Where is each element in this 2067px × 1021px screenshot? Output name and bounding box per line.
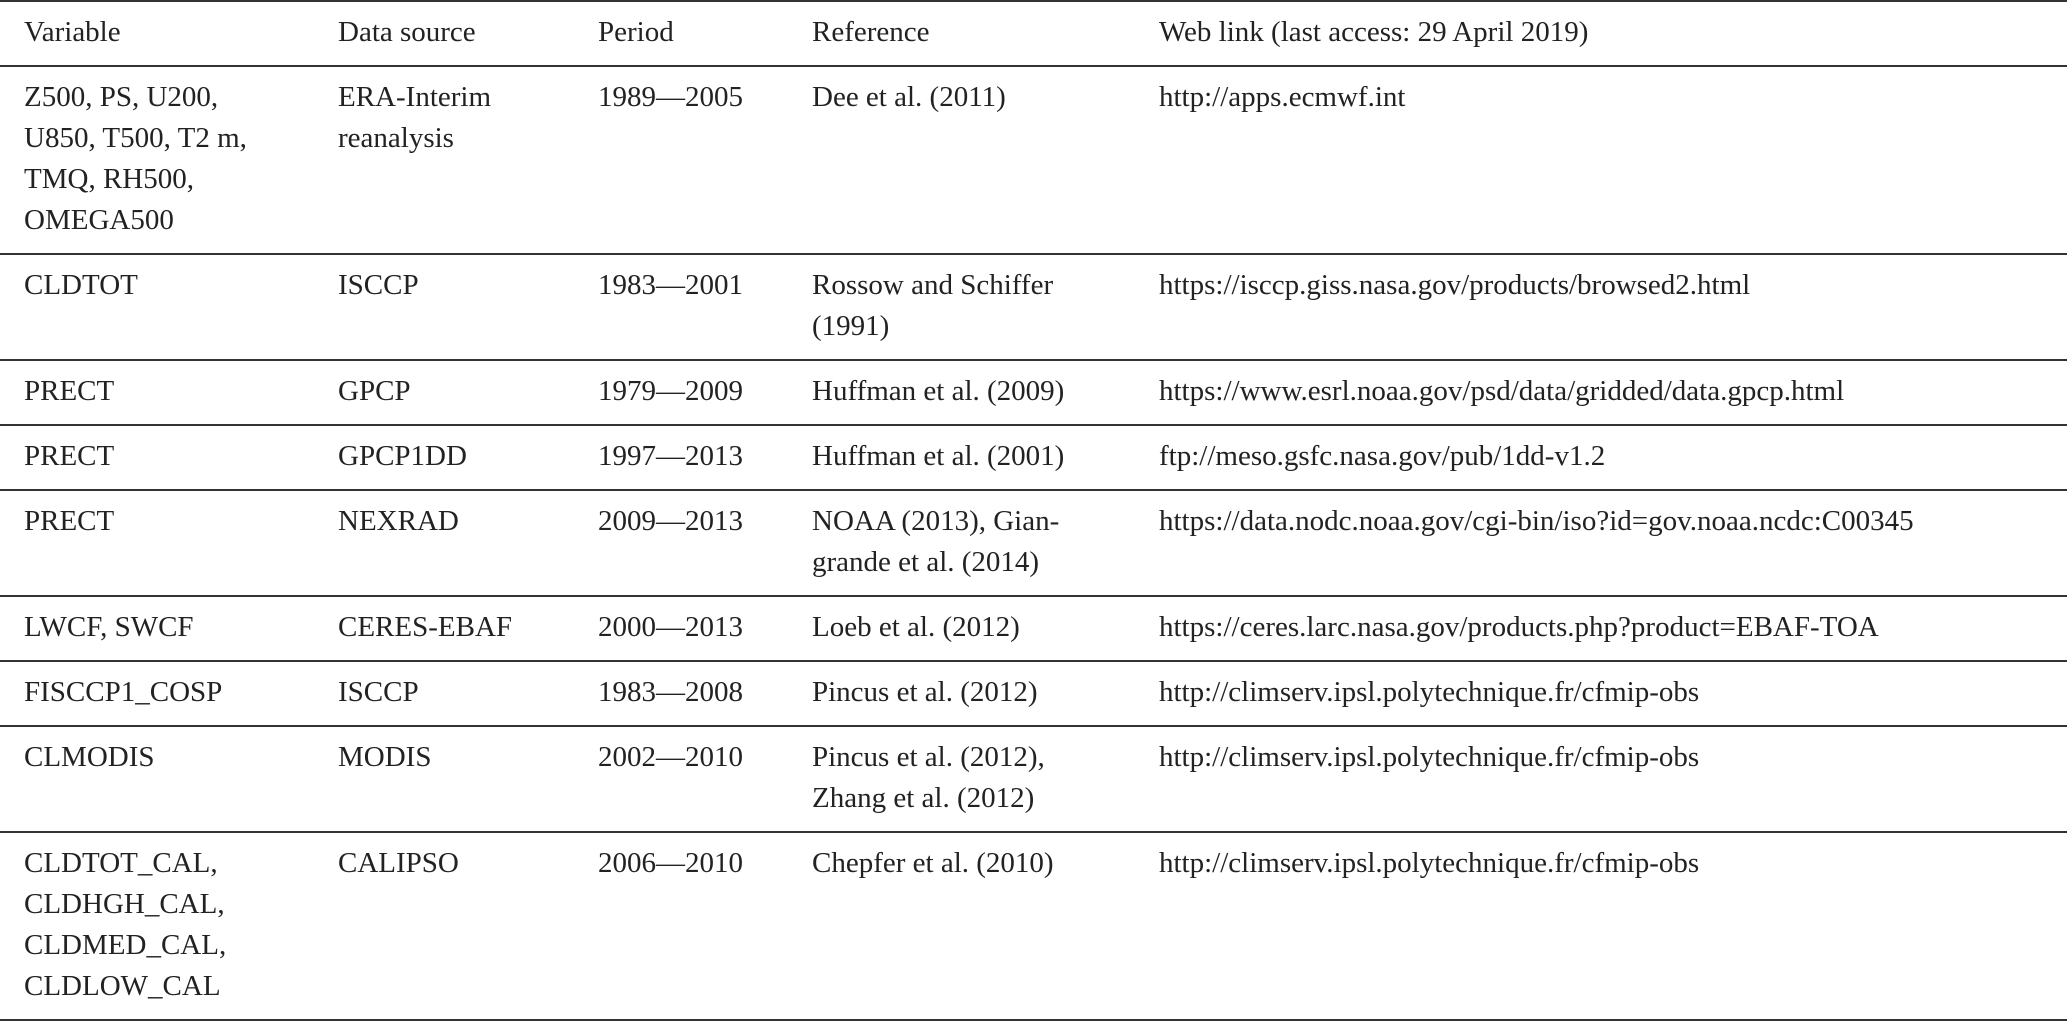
header-variable: Variable (24, 16, 121, 48)
cell-data-source: GPCP (338, 375, 411, 407)
cell-web-link[interactable]: https://data.nodc.noaa.gov/cgi-bin/iso?id=gov.noaa.ncdc:C00345 (1159, 505, 1914, 537)
cell-reference: Rossow and Schiffer (1991) (812, 269, 1054, 342)
cell-reference: Pincus et al. (2012) (812, 676, 1038, 708)
table-row (0, 254, 2067, 360)
cell-reference: Huffman et al. (2009) (812, 375, 1065, 407)
cell-period: 2002—2010 (598, 741, 743, 773)
cell-period: 1997—2013 (598, 440, 743, 472)
cell-period: 1989—2005 (598, 81, 743, 113)
cell-variable: CLDTOT_CAL, CLDHGH_CAL, CLDMED_CAL, CLDLOW_CAL (24, 847, 227, 1002)
table-row (0, 661, 2067, 726)
cell-data-source: GPCP1DD (338, 440, 467, 472)
cell-web-link[interactable]: http://climserv.ipsl.polytechnique.fr/cfmip-obs (1159, 847, 1700, 879)
table-row (0, 490, 2067, 596)
cell-variable: Z500, PS, U200, U850, T500, T2 m, TMQ, RH500, OMEGA500 (24, 81, 247, 236)
cell-reference: Loeb et al. (2012) (812, 611, 1020, 643)
cell-reference: Huffman et al. (2001) (812, 440, 1065, 472)
cell-web-link[interactable]: http://apps.ecmwf.int (1159, 81, 1406, 113)
cell-web-link[interactable]: http://climserv.ipsl.polytechnique.fr/cfmip-obs (1159, 676, 1700, 708)
cell-variable: LWCF, SWCF (24, 611, 194, 643)
cell-period: 2000—2013 (598, 611, 743, 643)
table-row (0, 726, 2067, 832)
cell-data-source: CALIPSO (338, 847, 459, 879)
cell-web-link[interactable]: http://climserv.ipsl.polytechnique.fr/cfmip-obs (1159, 741, 1700, 773)
cell-data-source: ISCCP (338, 269, 419, 301)
table-header-row (0, 1, 2067, 66)
cell-reference: Chepfer et al. (2010) (812, 847, 1054, 879)
table-row (0, 596, 2067, 661)
cell-reference: Pincus et al. (2012), Zhang et al. (2012) (812, 741, 1045, 814)
table-row (0, 360, 2067, 425)
cell-web-link[interactable]: https://www.esrl.noaa.gov/psd/data/gridded/data.gpcp.html (1159, 375, 1845, 407)
cell-data-source: MODIS (338, 741, 432, 773)
cell-period: 2006—2010 (598, 847, 743, 879)
cell-period: 1983—2001 (598, 269, 743, 301)
header-data-source: Data source (338, 16, 476, 48)
cell-data-source: NEXRAD (338, 505, 459, 537)
cell-reference: NOAA (2013), Gian- grande et al. (2014) (812, 505, 1060, 578)
table-row (0, 832, 2067, 1020)
cell-data-source: ISCCP (338, 676, 419, 708)
header-period: Period (598, 16, 674, 48)
cell-variable: FISCCP1_COSP (24, 676, 223, 708)
cell-variable: CLDTOT (24, 269, 138, 301)
cell-variable: PRECT (24, 440, 115, 472)
cell-web-link[interactable]: https://ceres.larc.nasa.gov/products.php?product=EBAF-TOA (1159, 611, 1879, 643)
header-reference: Reference (812, 16, 930, 48)
cell-reference: Dee et al. (2011) (812, 81, 1006, 113)
cell-web-link[interactable]: https://isccp.giss.nasa.gov/products/browsed2.html (1159, 269, 1751, 301)
cell-variable: PRECT (24, 505, 115, 537)
cell-data-source: ERA-Interim reanalysis (338, 81, 492, 154)
cell-period: 1983—2008 (598, 676, 743, 708)
cell-variable: PRECT (24, 375, 115, 407)
cell-data-source: CERES-EBAF (338, 611, 513, 643)
cell-variable: CLMODIS (24, 741, 155, 773)
table-row (0, 66, 2067, 254)
cell-period: 1979—2009 (598, 375, 743, 407)
header-web-link: Web link (last access: 29 April 2019) (1159, 16, 1589, 48)
cell-period: 2009—2013 (598, 505, 743, 537)
table-row (0, 425, 2067, 490)
cell-web-link[interactable]: ftp://meso.gsfc.nasa.gov/pub/1dd-v1.2 (1159, 440, 1606, 472)
